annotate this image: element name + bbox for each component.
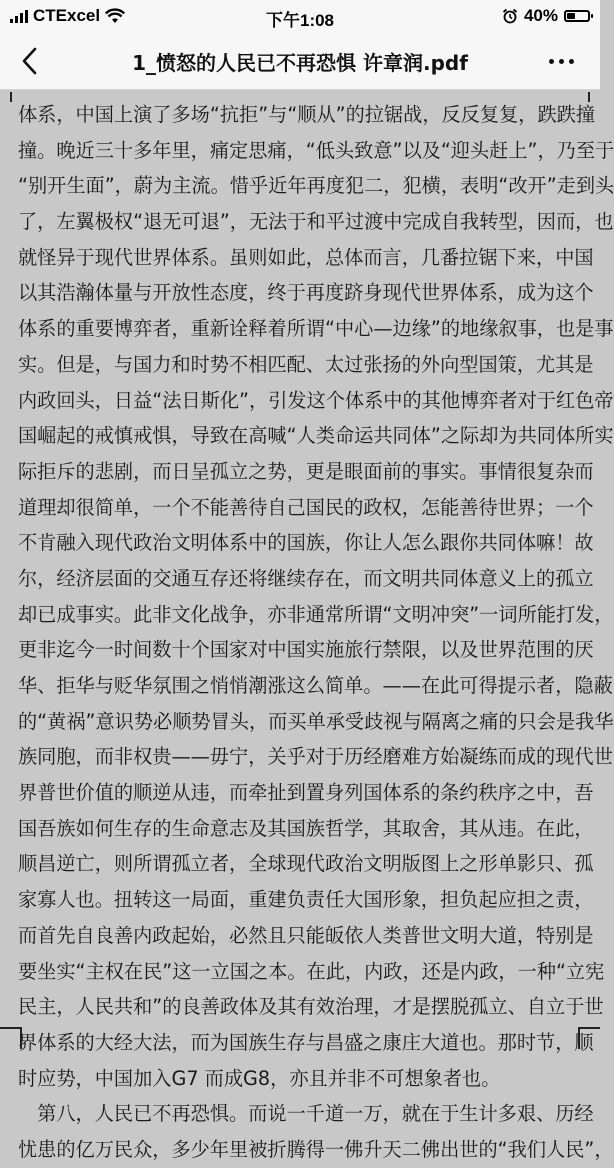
status-right [502, 6, 590, 26]
text-line: 体系，中国上演了多场“抗拒”与“顺从”的拉锯战，反反复复，跌跌撞 [18, 103, 596, 126]
text-line: 更非迄今一时间数十个国家对中国实施旅行禁限，以及世界范围的厌 [18, 638, 594, 662]
text-line: 第八，人民已不再恐惧。而说一千道一万，就在于生计多艰、历经 [18, 1102, 594, 1126]
carrier-label: CTExcel [33, 6, 101, 25]
text-line: 顺昌逆亡，则所谓孤立者，全球现代政治文明版图上之形单影只、孤 [18, 852, 594, 876]
text-line: 内政回头，日益“法日斯化”，引发这个体系中的其他博弈者对于红色帝 [18, 388, 614, 412]
status-bar [0, 0, 600, 32]
page-corner-mark [588, 92, 600, 102]
text-line: 却已成事实。此非文化战争，亦非通常所谓“文明冲突”一词所能打发， [18, 602, 614, 626]
document-text [18, 97, 614, 1168]
text-line: 忧患的亿万民众，多少年里被折腾得一佛升天二佛出世的“我们人民”， [18, 1137, 614, 1161]
more-options-button[interactable] [549, 59, 574, 64]
back-button[interactable] [18, 44, 58, 78]
text-line: 族同胞，而非权贵——毋宁，关乎对于历经磨难方始凝练而成的现代世 [18, 745, 613, 769]
text-line: 道理却很简单，一个不能善待自己国民的政权，怎能善待世界；一个 [18, 495, 594, 519]
text-line: 尔，经济层面的交通互存还将继续存在，而文明共同体意义上的孤立 [18, 566, 594, 590]
text-line: 时应势，中国加入G7 而成G8，亦且并非不可想象者也。 [18, 1066, 501, 1090]
text-line: 华、拒华与贬华氛围之悄悄潮涨这么简单。——在此可得提示者，隐蔽 [18, 674, 613, 697]
text-line: 体系的重要博弈者，重新诠释着所谓“中心—边缘”的地缘叙事，也是事 [18, 317, 614, 341]
alarm-icon [502, 8, 518, 24]
more-dot [549, 59, 554, 64]
text-line: 界体系的大经大法，而为国族生存与昌盛之康庄大道也。那时节，顺 [18, 1030, 594, 1054]
text-line: 了，左翼极权“退无可退”，无法于和平过渡中完成自我转型，因而，也 [18, 210, 614, 234]
navigation-bar [0, 32, 600, 90]
text-line: 国崛起的戒慎戒惧，导致在高喊“人类命运共同体”之际却为共同体所实 [18, 424, 614, 448]
text-line: 要坐实“主权在民”这一立国之本。在此，内政，还是内政，一种“立宪 [18, 959, 605, 983]
text-line: 撞。晚近三十多年里，痛定思痛，“低头致意”以及“迎头赶上”，乃至于 [18, 138, 614, 162]
text-line: 不肯融入现代政治文明体系中的国族，你让人怎么跟你共同体嘛！故 [18, 531, 594, 555]
text-line: 际拒斥的悲剧，而日呈孤立之势，更是眼面前的事实。事情很复杂而 [18, 459, 594, 483]
text-line: 以其浩瀚体量与开放性态度，终于再度跻身现代世界体系，成为这个 [18, 281, 594, 305]
text-line: 实。但是，与国力和时势不相匹配、太过张扬的外向型国策，尤其是 [18, 352, 594, 376]
text-line: 家寡人也。扭转这一局面，重建负责任大国形象，担负起应担之责， [18, 888, 594, 912]
text-line: “别开生面”，蔚为主流。惜乎近年再度犯二，犯横，表明“改开”走到头 [18, 174, 614, 198]
battery-percent: 40% [523, 6, 558, 25]
text-line: 界普世价值的顺逆从违，而牵扯到置身列国体系的条约秩序之中，吾 [18, 781, 594, 805]
more-dot [559, 59, 564, 64]
page-corner-mark [0, 92, 12, 102]
text-line: 国吾族如何生存的生命意志及其国族哲学，其取舍，其从违。在此， [18, 816, 594, 840]
more-dot [569, 59, 574, 64]
text-line: 就怪异于现代世界体系。虽则如此，总体而言，几番拉锯下来，中国 [18, 245, 594, 269]
text-line: 而首先自良善内政起始，必然且只能皈依人类普世文明大道，特别是 [18, 923, 594, 947]
pdf-page-view[interactable] [0, 90, 614, 1161]
document-title: 1_愤怒的人民已不再恐惧 许章润.pdf [132, 51, 468, 75]
battery-icon [564, 10, 590, 22]
text-line: 的“黄祸”意识势必顺势冒头，而买单承受歧视与隔离之痛的只会是我华 [18, 709, 614, 733]
text-line: 民主，人民共和”的良善政体及其有效治理，才是摆脱孤立、自立于世 [18, 995, 604, 1019]
chevron-left-icon [18, 44, 40, 78]
status-time: 下午1:08 [265, 11, 335, 30]
